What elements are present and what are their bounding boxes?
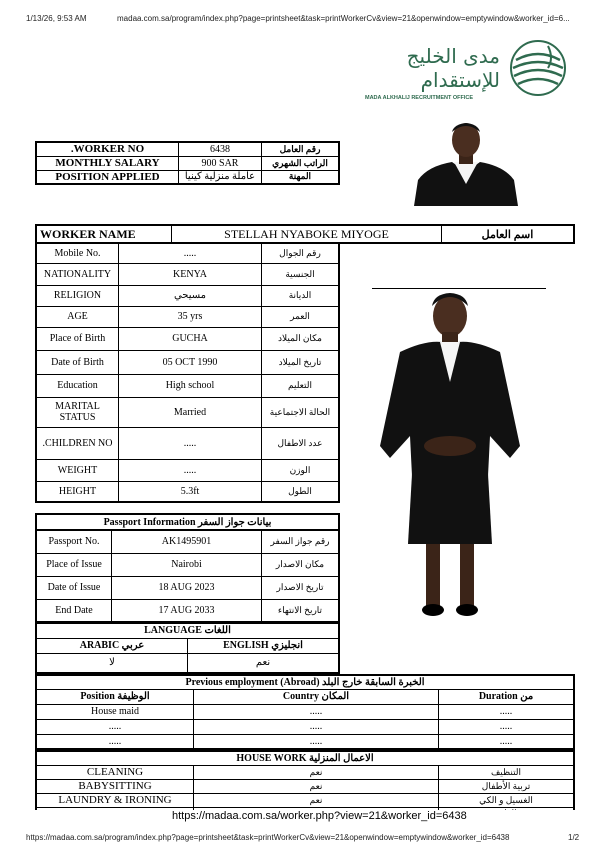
passport-label: Date of Issue (36, 576, 112, 599)
language-title: LANGUAGE اللغات (36, 623, 339, 638)
summary-arabic-label: رقم العامل (262, 142, 340, 156)
personal-info-value: Married (119, 397, 262, 427)
passport-arabic-label: مكان الاصدار (262, 553, 340, 576)
passport-value: 17 AUG 2033 (112, 599, 262, 622)
personal-info-row (36, 263, 339, 285)
portrait-photo-full (370, 286, 530, 626)
personal-info-row (36, 459, 339, 481)
personal-info-row (36, 481, 339, 502)
employment-position: ..... (36, 719, 194, 734)
personal-info-arabic-label: الطول (262, 481, 340, 502)
personal-info-arabic-label: مكان الميلاد (262, 327, 340, 350)
personal-info-arabic-label: الجنسية (262, 263, 340, 285)
employment-row (36, 719, 574, 734)
personal-info-value: ..... (119, 427, 262, 459)
employment-header-duration: Duration من (439, 689, 575, 704)
passport-value: Nairobi (112, 553, 262, 576)
worker-name-value: STELLAH NYABOKE MIYOGE (172, 225, 442, 243)
summary-label: POSITION APPLIED (36, 170, 179, 184)
personal-info-value: High school (119, 374, 262, 397)
housework-arabic-label: التنظيف (439, 765, 575, 779)
personal-info-row (36, 306, 339, 327)
personal-info-arabic-label: الديانة (262, 285, 340, 306)
english-language-label: ENGLISH انجليزي (188, 638, 340, 653)
summary-arabic-label: الراتب الشهري (262, 156, 340, 170)
passport-label: Passport No. (36, 530, 112, 553)
employment-table (35, 674, 575, 750)
personal-info-row (36, 327, 339, 350)
personal-info-value: مسيحي (119, 285, 262, 306)
worker-name-arabic-label: اسم العامل (442, 225, 575, 243)
personal-info-arabic-label: العمر (262, 306, 340, 327)
personal-info-label: MARITAL STATUS (36, 397, 119, 427)
summary-table (35, 141, 340, 185)
personal-info-label: Date of Birth (36, 350, 119, 374)
summary-row (36, 156, 339, 170)
housework-arabic-label: الغسيل و الكي (439, 793, 575, 807)
personal-info-row (36, 397, 339, 427)
worker-name-table (35, 224, 575, 244)
print-url-bottom: https://madaa.com.sa/program/index.php?page=printsheet&task=printWorkerCv&view=21&openwindow=emptywindow&worker_id=6438 (26, 833, 510, 842)
summary-arabic-label: المهنة (262, 170, 340, 184)
employment-country: ..... (194, 704, 439, 719)
personal-info-table (35, 242, 340, 503)
employment-duration: ..... (439, 734, 575, 749)
employment-position: House maid (36, 704, 194, 719)
passport-arabic-label: تاريخ الاصدار (262, 576, 340, 599)
company-logo (365, 44, 500, 101)
personal-info-arabic-label: رقم الجوال (262, 243, 340, 263)
english-language-value: نعم (188, 653, 340, 673)
arabic-language-value: لا (36, 653, 188, 673)
passport-row (36, 599, 339, 622)
passport-row (36, 576, 339, 599)
passport-row (36, 530, 339, 553)
employment-country: ..... (194, 719, 439, 734)
personal-info-label: RELIGION (36, 285, 119, 306)
personal-info-arabic-label: عدد الاطفال (262, 427, 340, 459)
personal-info-label: WEIGHT (36, 459, 119, 481)
worker-name-label: WORKER NAME (36, 225, 172, 243)
passport-arabic-label: رقم جواز السفر (262, 530, 340, 553)
logo-globe-icon (508, 38, 568, 98)
employment-row (36, 704, 574, 719)
language-table (35, 622, 340, 674)
personal-info-arabic-label: التعليم (262, 374, 340, 397)
personal-info-label: .CHILDREN NO (36, 427, 119, 459)
logo-arabic-text: مدى الخليج للإستقدام (406, 44, 500, 92)
employment-header-country: Country المكان (194, 689, 439, 704)
passport-value: AK1495901 (112, 530, 262, 553)
summary-value: 900 SAR (179, 156, 262, 170)
employment-duration: ..... (439, 704, 575, 719)
summary-row (36, 170, 339, 184)
portrait-photo-small (414, 120, 518, 206)
personal-info-value: 05 OCT 1990 (119, 350, 262, 374)
housework-label: CLEANING (36, 765, 194, 779)
housework-title: HOUSE WORK الاعمال المنزلية (36, 751, 574, 765)
employment-row (36, 734, 574, 749)
personal-info-value: 5.3ft (119, 481, 262, 502)
personal-info-label: Mobile No. (36, 243, 119, 263)
personal-info-arabic-label: الحالة الاجتماعية (262, 397, 340, 427)
employment-duration: ..... (439, 719, 575, 734)
passport-label: Place of Issue (36, 553, 112, 576)
housework-arabic-label: تربية الأطفال (439, 779, 575, 793)
page-number: 1/2 (568, 833, 580, 842)
arabic-language-label: ARABIC عربي (36, 638, 188, 653)
housework-label: BABYSITTING (36, 779, 194, 793)
passport-value: 18 AUG 2023 (112, 576, 262, 599)
worker-profile-link[interactable]: https://madaa.com.sa/worker.php?view=21&worker_id=6438 (172, 810, 467, 822)
personal-info-label: HEIGHT (36, 481, 119, 502)
employment-country: ..... (194, 734, 439, 749)
summary-row (36, 142, 339, 156)
employment-title: Previous employment (Abroad) الخبرة السابقة خارج البلد (36, 675, 574, 689)
personal-info-value: 35 yrs (119, 306, 262, 327)
personal-info-arabic-label: تاريخ الميلاد (262, 350, 340, 374)
housework-value: نعم (194, 765, 439, 779)
passport-table (35, 529, 340, 623)
housework-value: نعم (194, 779, 439, 793)
personal-info-value: ..... (119, 243, 262, 263)
summary-label: MONTHLY SALARY (36, 156, 179, 170)
passport-title: Passport Information بيانات جواز السفر (36, 514, 339, 530)
summary-label: .WORKER NO (36, 142, 179, 156)
personal-info-row (36, 427, 339, 459)
personal-info-value: ..... (119, 459, 262, 481)
passport-arabic-label: تاريخ الانتهاء (262, 599, 340, 622)
personal-info-row (36, 350, 339, 374)
summary-value: 6438 (179, 142, 262, 156)
housework-row (36, 793, 574, 807)
personal-info-label: NATIONALITY (36, 263, 119, 285)
housework-row (36, 779, 574, 793)
personal-info-label: Education (36, 374, 119, 397)
employment-header-position: Position الوظيفة (36, 689, 194, 704)
personal-info-label: AGE (36, 306, 119, 327)
print-url-top: madaa.com.sa/program/index.php?page=printsheet&task=printWorkerCv&view=21&openwindow=emptywindow&worker_id=6... (117, 14, 570, 23)
housework-row (36, 765, 574, 779)
personal-info-row (36, 285, 339, 306)
photo-divider (372, 288, 546, 289)
housework-value: نعم (194, 793, 439, 807)
personal-info-value: KENYA (119, 263, 262, 285)
print-datetime: 1/13/26, 9:53 AM (26, 14, 87, 23)
personal-info-value: GUCHA (119, 327, 262, 350)
passport-label: End Date (36, 599, 112, 622)
employment-position: ..... (36, 734, 194, 749)
housework-label: LAUNDRY & IRONING (36, 793, 194, 807)
personal-info-row (36, 374, 339, 397)
personal-info-label: Place of Birth (36, 327, 119, 350)
summary-value: عاملة منزلية كينيا (179, 170, 262, 184)
personal-info-arabic-label: الوزن (262, 459, 340, 481)
passport-row (36, 553, 339, 576)
logo-english-text: MADA ALKHALIJ RECRUITMENT OFFICE (365, 95, 474, 101)
personal-info-row (36, 243, 339, 263)
